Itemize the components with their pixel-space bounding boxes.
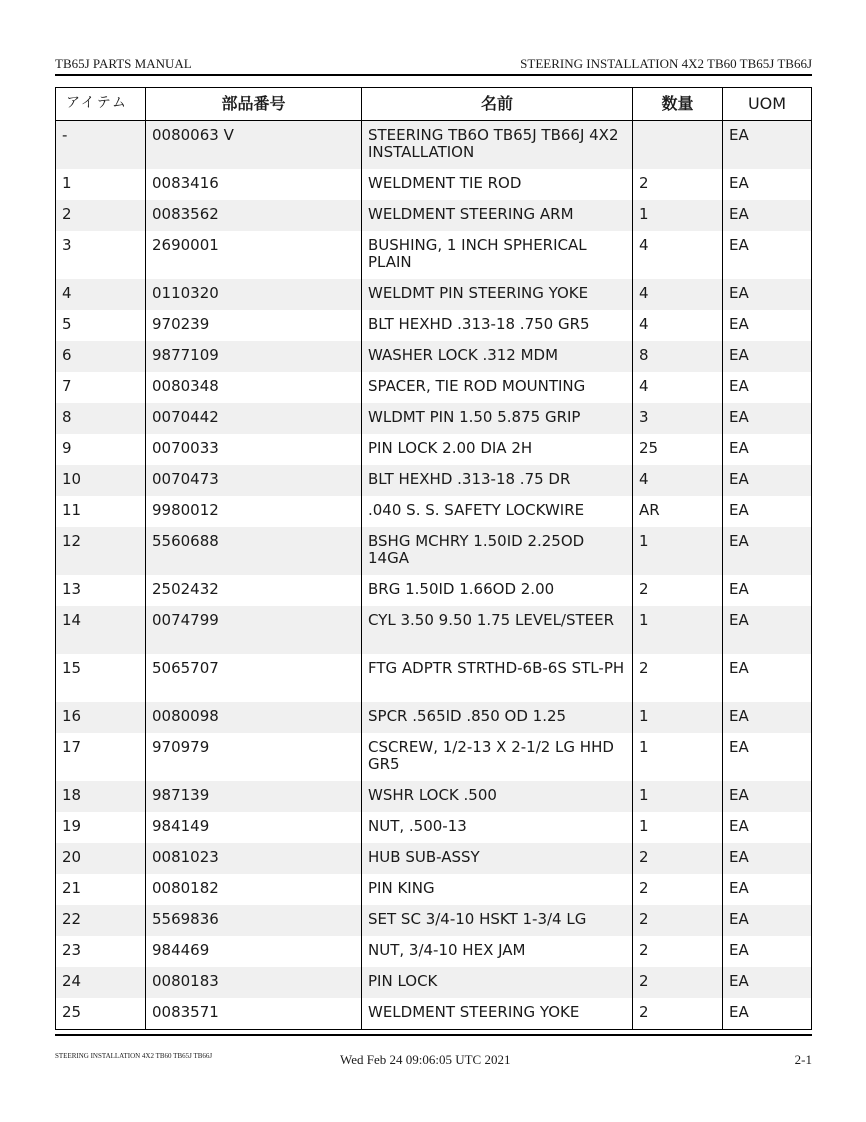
table-row xyxy=(56,998,811,1029)
part-number-cell: 0080348 xyxy=(146,372,362,403)
part-number-cell: 0083416 xyxy=(146,169,362,200)
name-cell: WELDMENT STEERING ARM xyxy=(362,200,633,231)
quantity-cell: 8 xyxy=(633,341,723,372)
table-row xyxy=(56,843,811,874)
item-cell: 24 xyxy=(56,967,146,998)
quantity-cell: 2 xyxy=(633,936,723,967)
name-cell: NUT, 3/4-10 HEX JAM xyxy=(362,936,633,967)
quantity-cell: 2 xyxy=(633,905,723,936)
quantity-cell: 1 xyxy=(633,781,723,812)
uom-cell: EA xyxy=(729,879,749,897)
uom-cell: EA xyxy=(729,532,749,550)
uom-cell: EA xyxy=(729,941,749,959)
uom-cell: EA xyxy=(729,284,749,302)
part-number-cell: 0083562 xyxy=(146,200,362,231)
item-cell: 7 xyxy=(56,372,146,403)
item-cell: 19 xyxy=(56,812,146,843)
quantity-cell: 1 xyxy=(633,606,723,654)
part-number-cell: 0070473 xyxy=(146,465,362,496)
table-row xyxy=(56,812,811,843)
uom-cell: EA xyxy=(729,126,749,144)
part-number-cell: 0070033 xyxy=(146,434,362,465)
name-cell: HUB SUB-ASSY xyxy=(362,843,633,874)
table-row xyxy=(56,905,811,936)
part-number-cell: 0070442 xyxy=(146,403,362,434)
quantity-cell: 2 xyxy=(633,874,723,905)
uom-cell: EA xyxy=(729,848,749,866)
item-cell: 14 xyxy=(56,606,146,654)
uom-cell: EA xyxy=(729,910,749,928)
quantity-cell: 4 xyxy=(633,231,723,279)
footer-rule xyxy=(55,1034,812,1036)
part-number-cell: 9980012 xyxy=(146,496,362,527)
item-cell: 22 xyxy=(56,905,146,936)
name-cell: BLT HEXHD .313-18 .75 DR xyxy=(362,465,633,496)
table-row xyxy=(56,465,811,496)
name-cell: BRG 1.50ID 1.66OD 2.00 xyxy=(362,575,633,606)
part-number-cell: 987139 xyxy=(146,781,362,812)
name-cell: FTG ADPTR STRTHD-6B-6S STL-PH xyxy=(362,654,633,702)
quantity-cell: 2 xyxy=(633,843,723,874)
item-cell: 5 xyxy=(56,310,146,341)
uom-cell: EA xyxy=(729,1003,749,1021)
table-row xyxy=(56,231,811,279)
name-cell: PIN LOCK 2.00 DIA 2H xyxy=(362,434,633,465)
name-cell: BLT HEXHD .313-18 .750 GR5 xyxy=(362,310,633,341)
item-cell: 21 xyxy=(56,874,146,905)
name-cell: STEERING TB6O TB65J TB66J 4X2 INSTALLATION xyxy=(362,121,633,169)
quantity-cell: 1 xyxy=(633,733,723,781)
name-cell: SPACER, TIE ROD MOUNTING xyxy=(362,372,633,403)
item-cell: 8 xyxy=(56,403,146,434)
part-number-cell: 5569836 xyxy=(146,905,362,936)
uom-cell: EA xyxy=(729,817,749,835)
quantity-cell: 1 xyxy=(633,812,723,843)
part-number-cell: 0080182 xyxy=(146,874,362,905)
item-cell: 9 xyxy=(56,434,146,465)
name-cell: WELDMT PIN STEERING YOKE xyxy=(362,279,633,310)
name-cell: NUT, .500-13 xyxy=(362,812,633,843)
uom-cell: EA xyxy=(729,738,749,756)
quantity-cell xyxy=(633,121,723,169)
column-header-item: アイテム xyxy=(56,88,146,120)
uom-cell: EA xyxy=(729,315,749,333)
uom-cell: EA xyxy=(729,501,749,519)
item-cell: 17 xyxy=(56,733,146,781)
quantity-cell: 25 xyxy=(633,434,723,465)
uom-cell: EA xyxy=(729,470,749,488)
item-cell: 16 xyxy=(56,702,146,733)
quantity-cell: 4 xyxy=(633,372,723,403)
column-header-quantity: 数量 xyxy=(633,88,723,120)
name-cell: WASHER LOCK .312 MDM xyxy=(362,341,633,372)
part-number-cell: 0080098 xyxy=(146,702,362,733)
quantity-cell: 1 xyxy=(633,527,723,575)
table-row xyxy=(56,606,811,654)
table-row xyxy=(56,403,811,434)
part-number-cell: 0080183 xyxy=(146,967,362,998)
part-number-cell: 970239 xyxy=(146,310,362,341)
item-cell: - xyxy=(56,121,146,169)
section-title: STEERING INSTALLATION 4X2 TB60 TB65J TB66J xyxy=(520,56,812,71)
uom-cell: EA xyxy=(729,408,749,426)
part-number-cell: 0074799 xyxy=(146,606,362,654)
part-number-cell: 2690001 xyxy=(146,231,362,279)
quantity-cell: 4 xyxy=(633,465,723,496)
table-row xyxy=(56,967,811,998)
part-number-cell: 0083571 xyxy=(146,998,362,1029)
uom-cell: EA xyxy=(729,205,749,223)
table-row xyxy=(56,169,811,200)
quantity-cell: 4 xyxy=(633,279,723,310)
column-header-part-number: 部品番号 xyxy=(146,88,362,120)
column-header-name: 名前 xyxy=(362,88,633,120)
name-cell: SPCR .565ID .850 OD 1.25 xyxy=(362,702,633,733)
quantity-cell: 2 xyxy=(633,575,723,606)
quantity-cell: 2 xyxy=(633,654,723,702)
part-number-cell: 5065707 xyxy=(146,654,362,702)
uom-cell: EA xyxy=(729,174,749,192)
item-cell: 18 xyxy=(56,781,146,812)
item-cell: 23 xyxy=(56,936,146,967)
table-row xyxy=(56,496,811,527)
part-number-cell: 9877109 xyxy=(146,341,362,372)
quantity-cell: 2 xyxy=(633,967,723,998)
item-cell: 2 xyxy=(56,200,146,231)
part-number-cell: 0081023 xyxy=(146,843,362,874)
table-header-row xyxy=(56,88,811,121)
quantity-cell: 1 xyxy=(633,702,723,733)
table-body xyxy=(56,121,811,1029)
parts-table xyxy=(55,87,812,1030)
page-header xyxy=(55,56,812,74)
uom-cell: EA xyxy=(729,377,749,395)
name-cell: WELDMENT STEERING YOKE xyxy=(362,998,633,1029)
item-cell: 3 xyxy=(56,231,146,279)
item-cell: 13 xyxy=(56,575,146,606)
uom-cell: EA xyxy=(729,346,749,364)
table-row xyxy=(56,200,811,231)
name-cell: WLDMT PIN 1.50 5.875 GRIP xyxy=(362,403,633,434)
name-cell: SET SC 3/4-10 HSKT 1-3/4 LG xyxy=(362,905,633,936)
table-row xyxy=(56,310,811,341)
uom-cell: EA xyxy=(729,707,749,725)
item-cell: 25 xyxy=(56,998,146,1029)
manual-title: TB65J PARTS MANUAL xyxy=(55,56,192,71)
uom-cell: EA xyxy=(729,972,749,990)
part-number-cell: 970979 xyxy=(146,733,362,781)
name-cell: PIN KING xyxy=(362,874,633,905)
column-header-uom: UOM xyxy=(747,94,787,113)
uom-cell: EA xyxy=(729,786,749,804)
uom-cell: EA xyxy=(729,580,749,598)
part-number-cell: 5560688 xyxy=(146,527,362,575)
quantity-cell: 2 xyxy=(633,169,723,200)
name-cell: CYL 3.50 9.50 1.75 LEVEL/STEER xyxy=(362,606,633,654)
name-cell: .040 S. S. SAFETY LOCKWIRE xyxy=(362,496,633,527)
name-cell: PIN LOCK xyxy=(362,967,633,998)
quantity-cell: 3 xyxy=(633,403,723,434)
item-cell: 11 xyxy=(56,496,146,527)
quantity-cell: AR xyxy=(633,496,723,527)
name-cell: WSHR LOCK .500 xyxy=(362,781,633,812)
uom-cell: EA xyxy=(729,659,749,677)
uom-cell: EA xyxy=(729,236,749,254)
quantity-cell: 4 xyxy=(633,310,723,341)
item-cell: 10 xyxy=(56,465,146,496)
item-cell: 1 xyxy=(56,169,146,200)
table-row xyxy=(56,341,811,372)
name-cell: CSCREW, 1/2-13 X 2-1/2 LG HHD GR5 xyxy=(362,733,633,781)
page-number: 2-1 xyxy=(794,1052,812,1067)
table-row xyxy=(56,121,811,169)
footer-section-title: STEERING INSTALLATION 4X2 TB60 TB65J TB66J xyxy=(55,1052,213,1060)
part-number-cell: 0080063 V xyxy=(146,121,362,169)
name-cell: BUSHING, 1 INCH SPHERICAL PLAIN xyxy=(362,231,633,279)
uom-cell: EA xyxy=(729,611,749,629)
header-rule xyxy=(55,74,812,76)
table-row xyxy=(56,279,811,310)
item-cell: 20 xyxy=(56,843,146,874)
table-row xyxy=(56,936,811,967)
part-number-cell: 2502432 xyxy=(146,575,362,606)
name-cell: BSHG MCHRY 1.50ID 2.25OD 14GA xyxy=(362,527,633,575)
item-cell: 15 xyxy=(56,654,146,702)
table-row xyxy=(56,372,811,403)
table-row xyxy=(56,575,811,606)
table-row xyxy=(56,733,811,781)
table-row xyxy=(56,874,811,905)
table-row xyxy=(56,434,811,465)
table-row xyxy=(56,781,811,812)
part-number-cell: 984149 xyxy=(146,812,362,843)
item-cell: 4 xyxy=(56,279,146,310)
quantity-cell: 2 xyxy=(633,998,723,1029)
table-row xyxy=(56,654,811,702)
part-number-cell: 0110320 xyxy=(146,279,362,310)
item-cell: 12 xyxy=(56,527,146,575)
table-row xyxy=(56,702,811,733)
table-row xyxy=(56,527,811,575)
item-cell: 6 xyxy=(56,341,146,372)
footer-timestamp: Wed Feb 24 09:06:05 UTC 2021 xyxy=(340,1052,511,1067)
part-number-cell: 984469 xyxy=(146,936,362,967)
uom-cell: EA xyxy=(729,439,749,457)
quantity-cell: 1 xyxy=(633,200,723,231)
name-cell: WELDMENT TIE ROD xyxy=(362,169,633,200)
